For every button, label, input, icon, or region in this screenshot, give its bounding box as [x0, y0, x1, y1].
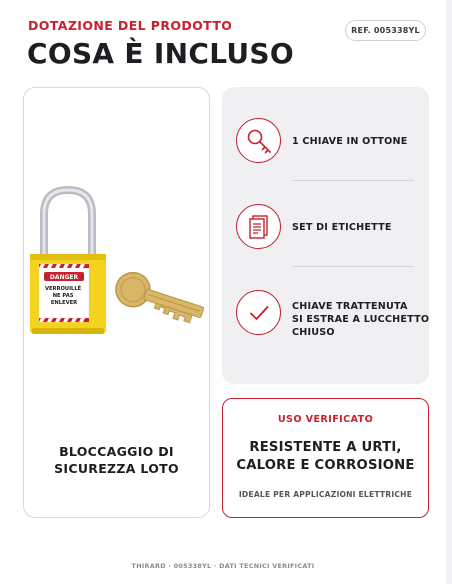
usage-eyebrow: USO VERIFICATO: [277, 414, 374, 425]
padlock-warning-text: DANGER: [49, 274, 79, 281]
padlock-label-line-3: ENLEVER: [50, 300, 78, 306]
content-item-label: SET DI ETICHETTE: [292, 222, 392, 233]
document-icon: [236, 204, 281, 249]
content-item-retained-key: [222, 267, 429, 353]
content-item-label: 1 CHIAVE IN OTTONE: [292, 136, 408, 147]
content-item-labels: [222, 173, 429, 259]
padlock-with-key-image: [30, 184, 206, 344]
brass-key: [112, 268, 206, 328]
content-item-key: [222, 87, 429, 173]
product-card: [23, 87, 210, 518]
usage-note: IDEALE PER APPLICAZIONI ELETTRICHE: [238, 490, 413, 499]
usage-headline: RESISTENTE A URTI, CALORE E CORROSIONE: [236, 440, 415, 473]
padlock-label-line-1: VERROUILLÉ: [44, 286, 82, 292]
section-eyebrow: DOTAZIONE DEL PRODOTTO: [28, 18, 233, 33]
contents-panel: [222, 87, 429, 384]
reference-badge: REF. 005338YL: [345, 20, 426, 41]
key-icon: [236, 118, 281, 163]
checkmark-icon: [236, 290, 281, 335]
usage-card: [222, 398, 429, 518]
content-item-label: CHIAVE TRATTENUTA SI ESTRAE A LUCCHETTO CHIUSO: [292, 301, 430, 338]
padlock-label-line-2: NE PAS: [52, 293, 74, 299]
product-name: BLOCCAGGIO DI SICUREZZA LOTO: [54, 444, 179, 476]
page-title: COSA È INCLUSO: [27, 37, 294, 70]
footer-text: THIRARD · 005338YL · DATI TECNICI VERIFICATI: [131, 562, 315, 570]
padlock-shackle: [44, 190, 92, 256]
